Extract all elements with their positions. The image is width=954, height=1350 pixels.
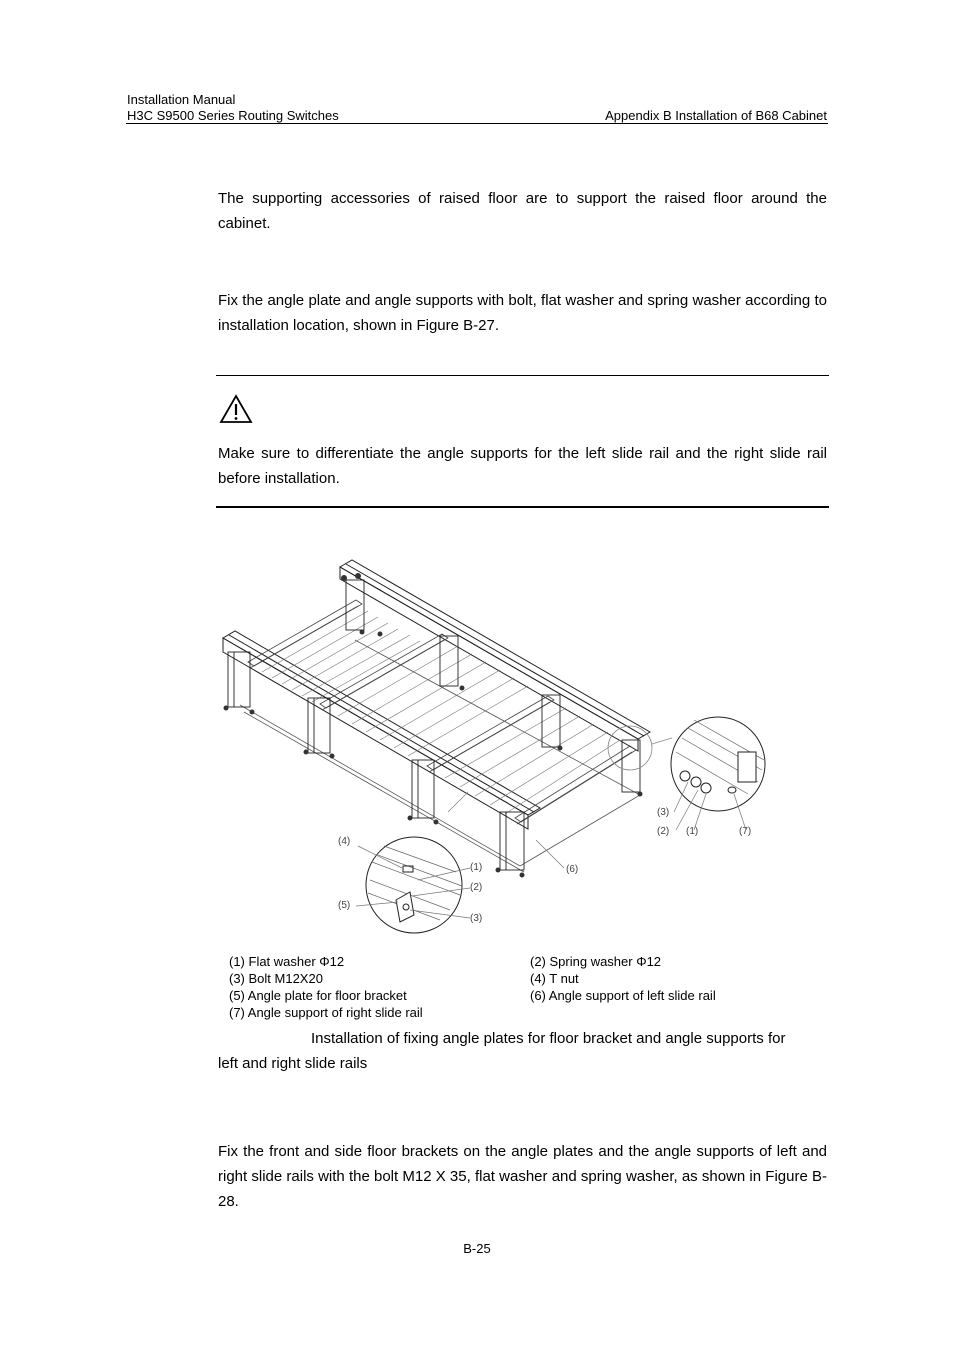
header-section: Appendix B Installation of B68 Cabinet xyxy=(605,108,827,123)
callout-2-detail: (2) xyxy=(470,882,483,893)
callout-7: (7) xyxy=(739,826,752,837)
paragraph-fix-front-side-brackets: Fix the front and side floor brackets on the angle plates and the angle supports of left and right slide rails with the bolt M12 X 35, flat washer and spring washer, as shown in Figure B-28. xyxy=(218,1143,827,1210)
legend-left xyxy=(229,953,423,1021)
callout-5: (5) xyxy=(338,900,351,911)
callout-1-detail: (1) xyxy=(470,862,483,873)
caution-bottom-rule xyxy=(216,506,829,508)
legend-item: (7) Angle support of right slide rail xyxy=(229,1005,423,1020)
paragraph-supporting-accessories: The supporting accessories of raised floor are to support the raised floor around the cabinet. xyxy=(218,190,827,232)
legend-item: (4) T nut xyxy=(530,971,579,986)
caption-line-2: left and right slide rails xyxy=(218,1055,368,1072)
legend-item: (6) Angle support of left slide rail xyxy=(530,988,716,1003)
front-rail xyxy=(223,631,540,829)
legend-item: (5) Angle plate for floor bracket xyxy=(229,988,407,1003)
header-product: H3C S9500 Series Routing Switches xyxy=(127,108,339,123)
paragraph-fix-angle-plate: Fix the angle plate and angle supports with bolt, flat washer and spring washer according to installation location, shown in Figure B-27. xyxy=(218,292,827,334)
callout-4: (4) xyxy=(338,836,351,847)
header-doc-title: Installation Manual xyxy=(127,92,236,107)
detail-circle-right-support xyxy=(671,717,765,811)
back-rail xyxy=(340,560,650,751)
legend-item: (1) Flat washer Φ12 xyxy=(229,954,345,969)
warning-triangle-icon xyxy=(218,394,254,424)
legend-item: (2) Spring washer Φ12 xyxy=(530,954,662,969)
caption-line-1: Installation of fixing angle plates for floor bracket and angle supports for xyxy=(311,1030,786,1047)
legend-item: (3) Bolt M12X20 xyxy=(229,971,323,986)
header-divider xyxy=(126,123,828,124)
callout-3-detail: (3) xyxy=(470,913,483,924)
legend-right xyxy=(530,953,716,1004)
callout-6: (6) xyxy=(566,864,579,875)
caution-top-rule xyxy=(216,375,829,376)
callout-2-right: (2) xyxy=(657,826,670,837)
callout-3-right: (3) xyxy=(657,807,670,818)
figure-caption xyxy=(218,1026,827,1076)
detail-circle-angle-plate xyxy=(366,837,462,933)
callout-1-right: (1) xyxy=(686,826,699,837)
figure-b27 xyxy=(210,555,770,940)
caution-text: Make sure to differentiate the angle supports for the left slide rail and the right slide rail before installation. xyxy=(218,445,827,487)
page-number: B-25 xyxy=(463,1241,491,1256)
